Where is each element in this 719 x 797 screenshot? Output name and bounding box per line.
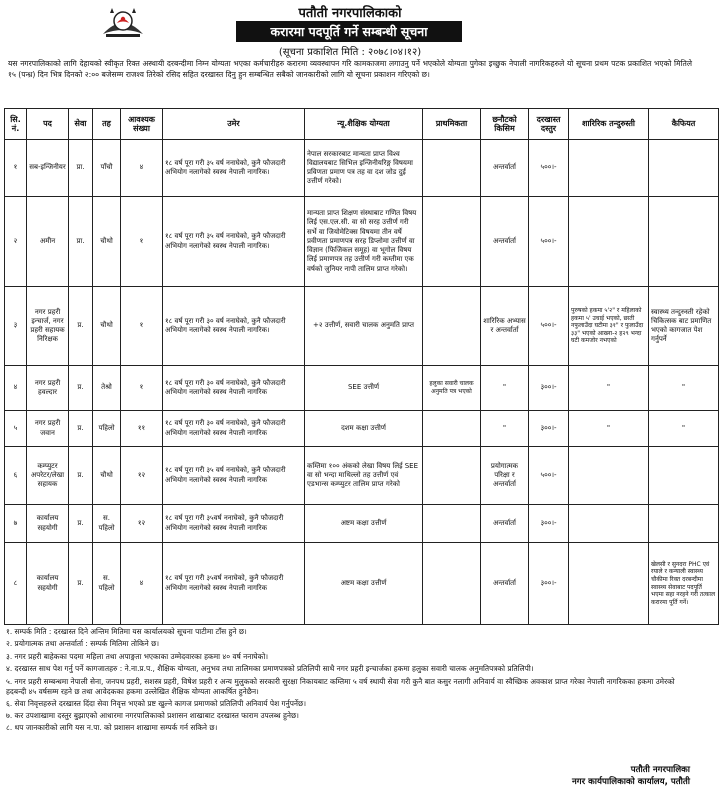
cell-age: १८ वर्ष पूरा गरी ३५वर्ष ननाघेको, कुनै फौजदारी अभियोग नलागेको स्वस्थ नेपाली नागरिक: [163, 505, 305, 543]
cell-fee: ५००।-: [529, 447, 569, 505]
cell-qualification: SEE उत्तीर्ण: [305, 366, 423, 411]
table-row: [5, 140, 719, 197]
cell-remarks: ": [649, 366, 719, 411]
cell-age: १८ वर्ष पूरा गरी ३० वर्ष ननाघेको, कुनै फौजदारी अभियोग नलागेको स्वस्थ नेपाली नागरिक।: [163, 287, 305, 366]
cell-selection: शारिरिक अभ्यास र अन्तर्वार्ता: [481, 287, 529, 366]
cell-service: प्र.: [69, 287, 93, 366]
cell-age: १८ वर्ष पूरा गरी ३५ वर्ष ननाघेको, कुनै फौजदारी अभियोग नलागेको स्वस्थ नेपाली नागरिक।: [163, 197, 305, 287]
cell-age: १८ वर्ष पूरा गरी ३० वर्ष ननाघेको, कुनै फौजदारी अभियोग नलागेको स्वस्थ नेपाली नागरिक: [163, 366, 305, 411]
cell-age: १८ वर्ष पूरा गरी ३५ वर्ष ननाघेको, कुनै फौजदारी अभियोग नलागेको स्वस्थ नेपाली नागरिक।: [163, 140, 305, 197]
cell-age: १८ वर्ष पूरा गरी ३० वर्ष ननाघेको, कुनै फौजदारी अभियोग नलागेको स्वस्थ नेपाली नागरिक: [163, 411, 305, 447]
cell-sn: ५: [5, 411, 27, 447]
table-row: [5, 447, 719, 505]
cell-fee: ३००।-: [529, 543, 569, 625]
table-row: [5, 505, 719, 543]
cell-count: ४: [121, 543, 163, 625]
cell-service: प्र.: [69, 505, 93, 543]
note-item: ७. कर उपशाखामा दस्तुर बुझाएको आधारमा नगरपालिकाको प्रशासन शाखाबाट दरखास्त फाराम उपलब्ध हुनेछ।: [6, 711, 299, 721]
cell-priority: [423, 197, 481, 287]
cell-level: तेश्रो: [93, 366, 121, 411]
cell-post: सब-इन्जिनीयर: [27, 140, 69, 197]
cell-remarks: ": [649, 411, 719, 447]
cell-count: १: [121, 287, 163, 366]
header-age: उमेर: [163, 109, 305, 140]
cell-qualification: अष्टम कक्षा उत्तीर्ण: [305, 505, 423, 543]
cell-count: ११: [121, 411, 163, 447]
cell-count: ४: [121, 140, 163, 197]
cell-selection: ": [481, 366, 529, 411]
cell-physical: [569, 140, 649, 197]
header-post: पद: [27, 109, 69, 140]
cell-post: कार्यालय सहयोगी: [27, 543, 69, 625]
cell-service: प्रा.: [69, 197, 93, 287]
signature-block: [572, 764, 690, 788]
table-row: [5, 287, 719, 366]
cell-selection: अन्तर्वार्ता: [481, 197, 529, 287]
cell-sn: ८: [5, 543, 27, 625]
cell-sn: ४: [5, 366, 27, 411]
note-item: ३. नगर प्रहरी बाहेकका पदमा महिला तथा अपाङ्गता भएकाका उम्मेदवारका हकमा ४० वर्ष ननाघेको।: [6, 651, 269, 661]
cell-post: नगर प्रहरी इन्चार्ज, नगर प्रहरी सहायक निरिक्षक: [27, 287, 69, 366]
header-remarks: कैफियत: [649, 109, 719, 140]
note-item: ८. थप जानकारीको लागि यस न.पा. को प्रशासन शाखामा सम्पर्क गर्न सकिने छ।: [6, 723, 218, 733]
cell-fee: ३००।-: [529, 366, 569, 411]
note-item: ५. नगर प्रहरी सम्बन्धमा नेपाली सेना, जनपथ प्रहरी, सशस्त्र प्रहरी, विषेश प्रहरी र अन्य मुलुकको सरकारी सुरक्षा निकायबाट कम्तिमा ५ वर्ष स्थायी सेवा गरी कुनै बात कसुर नलागी अनिवार्य वा स्वैच्छिक अवकाश प्राप्त गरेका नेपाली नागरिकका हकमा उमेरको हदबन्दी ४५ वर्षसम्म रहने छ तथा आवेदकका हकमा उल्लेखित शैक्षिक योग्यता आकर्षित हुनेछैन।: [6, 676, 675, 696]
cell-level: स. पहिलो: [93, 543, 121, 625]
cell-count: १: [121, 197, 163, 287]
cell-selection: अन्तर्वार्ता: [481, 543, 529, 625]
cell-sn: ७: [5, 505, 27, 543]
cell-priority: [423, 411, 481, 447]
cell-age: १८ वर्ष पूरा गरी ३५ वर्ष ननाघेको, कुनै फौजदारी अभियोग नलागेको स्वस्थ नेपाली नागरिक: [163, 447, 305, 505]
cell-sn: १: [5, 140, 27, 197]
header-service: सेवा: [69, 109, 93, 140]
cell-level: पहिलो: [93, 411, 121, 447]
table-header-row: [5, 109, 719, 140]
cell-physical: [569, 447, 649, 505]
cell-qualification: कम्तिमा १०० अंकको लेखा विषय लिई SEE वा सो भन्दा माथिल्लो तह उत्तीर्ण एवं एडभान्स कम्प्युटर तालिम प्राप्त गरेको: [305, 447, 423, 505]
cell-priority: [423, 140, 481, 197]
table-row: [5, 543, 719, 625]
table-row: [5, 366, 719, 411]
published-date: (सूचना प्रकाशित मिति : २०७८।०४।१२): [278, 47, 422, 58]
cell-fee: ३००।-: [529, 505, 569, 543]
vacancy-table: [4, 108, 719, 625]
header-qualification: न्यू.शैक्षिक योग्यता: [305, 109, 423, 140]
cell-physical: ": [569, 366, 649, 411]
note-item: २. प्रयोगात्मक तथा अन्तर्वार्ता : सम्पर्क मितिमा तोकिने छ।: [6, 639, 160, 649]
cell-selection: ": [481, 411, 529, 447]
cell-remarks: [649, 447, 719, 505]
table-row: [5, 197, 719, 287]
cell-service: प्र.: [69, 447, 93, 505]
table-row: [5, 411, 719, 447]
cell-physical: [569, 505, 649, 543]
header-physical: शारिरिक तन्दुरुस्ती: [569, 109, 649, 140]
cell-remarks: स्वास्थ्य तन्दुरुस्ती रहेको चिकित्सक बाट प्रमाणित भएको कागजात पेश गर्नुपर्ने: [649, 287, 719, 366]
cell-fee: ५००।-: [529, 197, 569, 287]
cell-physical: ": [569, 411, 649, 447]
cell-priority: हलुका सवारी चालक अनुमति पत्र भएको: [423, 366, 481, 411]
cell-post: कार्यालय सहयोगी: [27, 505, 69, 543]
note-item: ६. सेवा निवृत्तहरुले दरखास्त दिंदा सेवा निवृत्त भएको प्रष्ट खुल्ने कागज प्रमाणको प्रतिलिपी अनिवार्य पेश गर्नुपर्नेछ।: [6, 698, 307, 708]
cell-selection: प्रयोगात्मक परिक्षा र अन्तर्वार्ता: [481, 447, 529, 505]
cell-level: चौथो: [93, 287, 121, 366]
header-level: तह: [93, 109, 121, 140]
cell-count: १२: [121, 505, 163, 543]
cell-level: चौथो: [93, 197, 121, 287]
cell-count: १२: [121, 447, 163, 505]
cell-physical: [569, 543, 649, 625]
header-count: आवश्यक संख्या: [121, 109, 163, 140]
cell-remarks: [649, 197, 719, 287]
cell-count: १: [121, 366, 163, 411]
cell-priority: [423, 505, 481, 543]
cell-service: प्र.: [69, 411, 93, 447]
cell-service: प्र.: [69, 366, 93, 411]
cell-remarks: [649, 505, 719, 543]
cell-selection: अन्तर्वार्ता: [481, 140, 529, 197]
cell-remarks: [649, 140, 719, 197]
cell-sn: ६: [5, 447, 27, 505]
cell-physical: पुरुषको हकमा ५'२" र महिलाको हकमा ५' उचाई भएको, छाती नफुलाउँदा घटीमा ३१" र फुलाउँदा ३३" भएको आख्ना-२ ह२९ भन्दा घटी कमजोर नभएको: [569, 287, 649, 366]
cell-priority: [423, 543, 481, 625]
cell-age: १८ वर्ष पूरा गरी ३५वर्ष ननाघेको, कुनै फौजदारी अभियोग नलागेको स्वस्थ नेपाली नागरिक: [163, 543, 305, 625]
signature-name: पतौती नगरपालिका: [630, 765, 690, 775]
notes-list: [6, 626, 696, 735]
intro-paragraph: यस नगरपालिकाको लागि देहायको स्वीकृत रिक्त अस्थायी दरबन्दीमा निम्न योग्यता भएका कर्मचारीहरु करारमा व्यवस्थापन गरि कामकाजमा लगाउनु पर्ने भएकोले योग्यता पुगेका इच्छुक नेपाली नागरिकहरुले यो सूचना प्रथम पटक प्रकाशित भएको मितिले १५ (पन्ध्र) दिन भित्र दिनको २:०० बजेसम्म राजश्व तिरेको रसिद सहित दरखास्त दिनु हुन सम्बन्धित सबैको जानकारीको लागि यो सूचना प्रकाशन गरिएको छ।: [8, 59, 692, 79]
cell-priority: [423, 287, 481, 366]
municipality-title: पतौती नगरपालिकाको: [298, 6, 402, 21]
cell-level: चौथो: [93, 447, 121, 505]
cell-physical: [569, 197, 649, 287]
cell-fee: ५००।-: [529, 287, 569, 366]
cell-sn: २: [5, 197, 27, 287]
cell-qualification: दशम कक्षा उत्तीर्ण: [305, 411, 423, 447]
cell-sn: ३: [5, 287, 27, 366]
cell-service: प्रा.: [69, 140, 93, 197]
cell-selection: अन्तर्वार्ता: [481, 505, 529, 543]
note-item: १. सम्पर्क मिति : दरखास्त दिने अन्तिम मितिमा यस कार्यालयको सूचना पाटीमा टाँस हुने छ।: [6, 627, 247, 636]
cell-fee: ५००।-: [529, 140, 569, 197]
signature-office: नगर कार्यपालिकाको कार्यालय, पतौती: [572, 777, 690, 787]
cell-post: नगर प्रहरी हवल्दार: [27, 366, 69, 411]
notice-banner: करारमा पदपूर्ति गर्ने सम्बन्धी सूचना: [236, 21, 462, 42]
cell-qualification: अष्टम कक्षा उत्तीर्ण: [305, 543, 423, 625]
cell-level: स. पहिलो: [93, 505, 121, 543]
header-selection: छनौटको किसिम: [481, 109, 529, 140]
cell-qualification: मान्यता प्राप्त शिक्षण संस्थाबाट गणित विषय लिई एस.एल.सी. वा सो सरह उत्तीर्ण गरी सर्भे वा जियोमेटिक्स विषयमा तीन वर्षे प्रवीणता प्रमाणपत्र सरह डिप्लोमा उत्तीर्ण वा विज्ञान (फिजिकल समूह) वा भूगोल विषय लिई प्रमाणपत्र तह उत्तीर्ण गरी कम्तीमा एक वर्षको जुनियर नापी तालिम प्राप्त गरेको।: [305, 197, 423, 287]
cell-post: कम्प्युटर अपरेटर/लेखा सहायक: [27, 447, 69, 505]
cell-post: नगर प्रहरी जवान: [27, 411, 69, 447]
cell-priority: [423, 447, 481, 505]
cell-fee: ३००।-: [529, 411, 569, 447]
note-item: ४. दरखास्त साथ पेश गर्नु पर्ने कागजातहरु : ने.ना.प्र.प., शैक्षिक योग्यता, अनुभव तथा तालिमका प्रमाणपत्रको प्रतिलिपी साथै नगर प्रहरी इन्चार्जका हकमा हलुका सवारी चालक अनुमतिपत्रको प्रतिलिपी।: [6, 664, 534, 674]
cell-level: पाँचौ: [93, 140, 121, 197]
header-priority: प्राथमिकता: [423, 109, 481, 140]
cell-post: अमीन: [27, 197, 69, 287]
cell-qualification: +२ उत्तीर्ण, सवारी चालक अनुमति प्राप्त: [305, 287, 423, 366]
cell-qualification: नेपाल सरकारबाट मान्यता प्राप्त विश्व विद्यालयबाट सिभिल इन्जिनीयरिङ्ग विषयमा प्रविणता प्रमाण पत्र तह वा दश जोड दुई उत्तीर्ण गरेको।: [305, 140, 423, 197]
cell-remarks: खेलसी र सुनदरा PHC एवं रयाले र कन्याली स्वास्थ्य चौकीमा रिक्त दरबन्दीमा स्वास्थ्य सेवाबाट पदपूर्ति भएमा सहा नरहने गरी तत्काल करारमा पूर्ति गर्ने।: [649, 543, 719, 625]
cell-service: प्र.: [69, 543, 93, 625]
header-fee: दरखास्त दस्तुर: [529, 109, 569, 140]
header-sn: सि. नं.: [5, 109, 27, 140]
